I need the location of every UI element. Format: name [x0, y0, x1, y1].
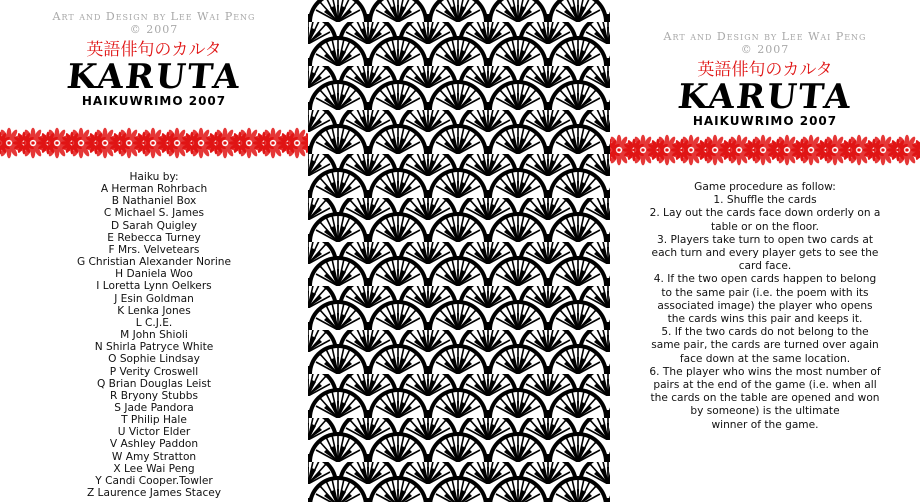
list-item: U Victor Elder: [117, 426, 191, 439]
flower-band: [0, 125, 308, 161]
procedure-line: 5. If the two cards do not belong to the: [661, 326, 869, 339]
list-item: T Philip Hale: [121, 414, 187, 427]
list-item: S Jade Pandora: [114, 401, 194, 414]
procedure-line: 4. If the two open cards happen to belong: [653, 273, 877, 286]
header: [610, 30, 920, 128]
procedure-line: card face.: [738, 260, 792, 273]
copyright-line: © 2007: [129, 23, 179, 36]
right-card: [610, 0, 920, 502]
list-item: R Bryony Stubbs: [109, 389, 198, 402]
procedure-line: table or on the floor.: [710, 220, 820, 233]
flower-band: [610, 132, 920, 168]
haikuwrimo-subtitle: HAIKUWRIMO 2007: [692, 114, 838, 128]
procedure-line: each turn and every player gets to see the: [651, 247, 879, 260]
list-item: A Herman Rohrbach: [100, 183, 208, 196]
procedure-line: by someone) is the ultimate: [690, 405, 840, 418]
procedure-line: winner of the game.: [711, 418, 819, 431]
procedure-line: to the same pair (i.e. the poem with its: [661, 286, 869, 299]
procedure-line: the cards on the table are opened and won: [650, 392, 880, 405]
list-item: G Christian Alexander Norine: [76, 256, 232, 269]
list-item: F Mrs. Velvetears: [108, 243, 200, 256]
list-item: E Rebecca Turney: [107, 231, 201, 244]
list-item: M John Shioli: [120, 329, 188, 342]
list-item: J Esin Goldman: [114, 292, 194, 305]
list-item: B Nathaniel Box: [111, 195, 197, 208]
list-item: L C.J.E.: [135, 316, 173, 329]
karuta-title: KARUTA: [64, 57, 244, 97]
japanese-title: 英語俳句のカルタ: [697, 60, 833, 80]
list-item: N Shirla Patryce White: [94, 341, 214, 354]
procedure-line: face down at the same location.: [679, 352, 851, 365]
procedure-line: 3. Players take turn to open two cards at: [657, 233, 873, 246]
game-procedure: [610, 181, 920, 432]
credit-line: Art and Design by Lee Wai Peng: [52, 10, 256, 23]
list-item: O Sophie Lindsay: [108, 353, 200, 366]
karuta-title: KARUTA: [675, 77, 855, 117]
japanese-title: 英語俳句のカルタ: [86, 40, 222, 60]
haiku-list-heading: Haiku by:: [129, 171, 179, 183]
list-item: D Sarah Quigley: [110, 219, 198, 232]
procedure-line: the cards wins this pair and keeps it.: [667, 313, 863, 326]
haiku-authors-list: [0, 171, 308, 499]
list-item: P Verity Croswell: [109, 365, 199, 378]
list-item: C Michael S. James: [103, 207, 205, 220]
procedure-heading: Game procedure as follow:: [694, 181, 836, 193]
list-item: H Daniela Woo: [115, 268, 193, 281]
list-item: Y Candi Cooper.Towler: [95, 474, 213, 487]
procedure-line: 6. The player who wins the most number of: [649, 365, 881, 378]
left-card: [0, 0, 308, 502]
list-item: X Lee Wai Peng: [113, 462, 195, 475]
procedure-line: associated image) the player who opens: [657, 299, 873, 312]
copyright-line: © 2007: [740, 43, 790, 56]
procedure-line: pairs at the end of the game (i.e. when all: [653, 379, 877, 392]
procedure-line: 2. Lay out the cards face down orderly on a: [649, 207, 881, 220]
haikuwrimo-subtitle: HAIKUWRIMO 2007: [81, 94, 227, 108]
procedure-line: 1. Shuffle the cards: [713, 194, 817, 207]
procedure-line: same pair, the cards are turned over again: [651, 339, 879, 352]
list-item: W Amy Stratton: [111, 450, 197, 463]
list-item: K Lenka Jones: [117, 304, 191, 317]
list-item: Z Laurence James Stacey: [86, 487, 222, 500]
list-item: I Loretta Lynn Oelkers: [96, 280, 212, 293]
list-item: V Ashley Paddon: [109, 438, 199, 451]
fan-pattern-panel: [308, 0, 610, 502]
list-item: Q Brian Douglas Leist: [96, 377, 212, 390]
header: [0, 10, 308, 108]
credit-line: Art and Design by Lee Wai Peng: [663, 30, 867, 43]
